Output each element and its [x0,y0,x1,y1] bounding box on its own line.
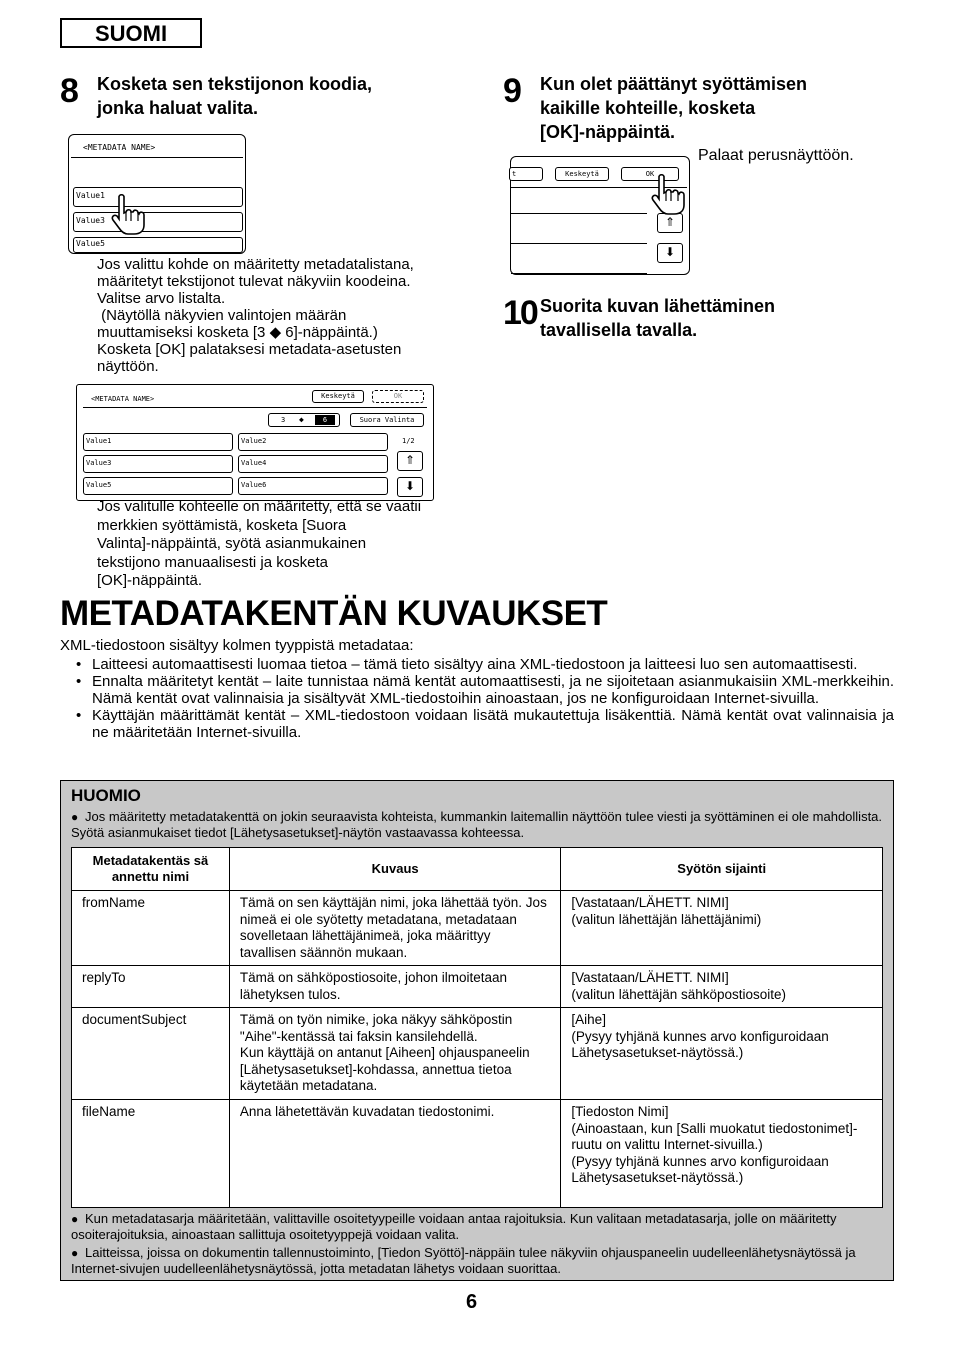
step-9-title-line: kaikille kohteille, kosketa [540,98,756,118]
step-9-title [540,72,807,144]
note-paragraph [71,809,886,841]
value-button[interactable]: Value1 [83,433,233,451]
scroll-up-button[interactable] [397,451,423,471]
text-line: tekstijono manuaalisesti ja kosketa [97,553,328,571]
table-cell: fileName [72,1100,230,1208]
table-cell: [Tiedoston Nimi] (Ainoastaan, kun [Salli muokatut tiedostonimet]-ruutu on valittu Internet-sivuilla.) (Pysyy tyhjänä kunnes arvo konfiguroidaan Lähetysasetukset-näytössä.) [561,1100,883,1208]
note-text: Kun metadatasarja määritetään, valittaville osoitetyypeille voidaan antaa rajoituksia. Kun valitaan metadatasarja, jolle on määritetty osoiterajoituksia, ainoastaan sallittuja osoitetyyppejä voidaan valita. [71,1211,837,1242]
value-button[interactable]: Value3 [83,455,233,473]
step-10-title [540,294,775,342]
ok-button[interactable]: OK [621,167,679,181]
language-label: SUOMI [60,18,202,48]
text-line: (Näytöllä näkyvien valintojen määrän [97,307,347,324]
step-10-title-line: tavallisella tavalla. [540,320,698,340]
step-9-title-line: Kun olet päättänyt syöttämisen [540,74,808,94]
arrow-up-icon: ⇑ [664,215,676,229]
section-intro: XML-tiedostoon sisältyy kolmen tyyppistä metadataa: [60,637,414,654]
column-header: Syötön sijainti [561,848,883,891]
table-cell: Tämä on sähköpostiosoite, johon ilmoitetaan lähetyksen tulos. [229,966,561,1008]
text-line: Valitse arvo listalta. [97,290,226,307]
table-header-row [72,848,883,891]
arrow-down-icon: ⬇ [404,479,416,493]
arrow-up-icon: ⇑ [404,453,416,467]
bullet-dot-icon: ● [71,810,79,824]
text-line: Jos valittu kohde on määritetty metadatalistana, [97,256,414,273]
page-indicator: 1/2 [402,437,415,445]
pointing-hand-icon [647,173,689,215]
note-text: Jos määritetty metadatakenttä on jokin seuraavista kohteista, kummankin laitemallin näyttöön tulee viesti ja syöttäminen ei ole mahdollista. Syötä asianmukaiset tiedot [Lähetysasetukset]-näytön vastaavassa kohteessa. [71,809,883,840]
table-cell: Tämä on työn nimike, joka näkyy sähköpostin "Aihe"-kentässä tai faksin kansilehdellä. Kun käyttäjä on antanut [Aiheen] ohjauspaneelin [Lähetysasetukset]-kohdassa, annettua tietoa käytetään metadatana. [229,1008,561,1100]
metadata-fields-table [71,847,883,1208]
step-8-description-2 [97,498,457,591]
scroll-up-button[interactable] [657,213,683,233]
metadata-name-header: <METADATA NAME> [91,395,155,403]
step-10-number: 10 [503,294,537,332]
value-button[interactable]: Value1 [73,187,243,207]
table-cell: fromName [72,891,230,966]
column-header: Metadatakentäs sä annettu nimi [72,848,230,891]
count-left: 3 [281,416,286,424]
table-cell: [Vastataan/LÄHETT. NIMI] (valitun lähettäjän sähköpostiosoite) [561,966,883,1008]
table-cell: [Vastataan/LÄHETT. NIMI] (valitun lähettäjän lähettäjänimi) [561,891,883,966]
section-title: METADATAKENTÄN KUVAUKSET [60,594,608,633]
value-button[interactable]: Value4 [238,455,388,473]
step-9-title-line: [OK]-näppäintä. [540,122,675,142]
value-button[interactable]: Value6 [238,477,388,495]
note-text: Laitteissa, joissa on dokumentin tallennustoiminto, [Tiedon Syöttö]-näppäin tulee näkyviin ohjauspaneelin uudelleenlähetysnäytössä ja Internet-sivujen uudelleenlähetysnäytössä, jotta metadatan lähetys voidaan suorittaa. [71,1245,856,1276]
ok-button[interactable]: OK [372,390,424,403]
step-10-title-line: Suorita kuvan lähettäminen [540,296,776,316]
scroll-down-button[interactable] [657,243,683,263]
direct-input-button[interactable]: Suora Valinta [350,413,424,427]
value-button[interactable]: Value2 [238,433,388,451]
value-button[interactable]: Value3 [73,212,243,232]
list-item: • Laitteesi automaattisesti luomaa tietoa – tämä tieto sisältyy aina XML-tiedostoon ja laitteesi luo sen automaattisesti. [60,656,894,673]
step-8-title [97,72,372,120]
value-button[interactable]: Value5 [83,477,233,495]
text-line: muuttamiseksi kosketa [3 ◆ 6]-näppäintä.) [97,324,378,341]
table-cell: documentSubject [72,1008,230,1100]
step-8-description-1 [97,256,457,375]
step-8-title-line: jonka haluat valita. [97,98,259,118]
arrow-down-icon: ⬇ [664,245,676,259]
text-line: näyttöön. [97,358,159,375]
text-line: määritetyt tekstijonot tulevat näkyviin koodeina. [97,273,411,290]
count-toggle-button[interactable] [268,413,340,427]
table-cell: replyTo [72,966,230,1008]
bullet-dot-icon: ● [71,1212,79,1226]
diamond-arrows-icon: ◆ [299,415,304,424]
text-line: [OK]-näppäintä. [97,572,203,589]
table-row [72,1008,883,1100]
metadata-list-screen [68,134,246,254]
metadata-name-header: <METADATA NAME> [83,143,156,152]
table-row [72,966,883,1008]
pointing-hand-icon [107,193,149,235]
text-line: Valinta]-näppäintä, syötä asianmukainen [97,535,367,552]
note-box [60,780,894,1281]
value-button[interactable]: Value5 [73,237,243,253]
list-item: • Käyttäjän määrittämät kentät – XML-tiedostoon voidaan lisätä mukautettuja lisäkenttiä. Nämä kentät ovat valinnaisia ja ne määritetään Internet-sivuilla. [60,707,894,741]
confirm-screen [510,156,690,275]
note-title: HUOMIO [71,786,141,805]
text-line: merkkien syöttämistä, kosketa [Suora [97,516,347,534]
cancel-button[interactable]: Keskeytä [312,390,364,403]
metadata-types-list [60,656,894,741]
cancel-button[interactable]: Keskeytä [555,167,609,181]
bullet-dot-icon: ● [71,1246,79,1260]
count-right: 6 [315,415,335,425]
step-8-number: 8 [60,72,79,110]
column-header: Kuvaus [229,848,561,891]
list-item: • Ennalta määritetyt kentät – laite tunnistaa nämä kentät automaattisesti, ja ne sijoitetaan asianmukaisiin XML-merkkeihin. Nämä kentät ovat valinnaisia ja sisältyvät XML-tiedostoihin ainoastaan, jos ne konfiguroidaan Internet-sivuilla. [60,673,894,707]
partial-button[interactable]: t [509,167,543,181]
step-9-note: Palaat perusnäyttöön. [698,147,854,164]
metadata-grid-screen [76,384,434,501]
table-row [72,1100,883,1208]
page-number: 6 [466,1291,478,1313]
text-line: Jos valitulle kohteelle on määritetty, että se vaatii [97,498,422,515]
scroll-down-button[interactable] [397,477,423,497]
step-9-number: 9 [503,72,522,110]
note-paragraph [71,1245,886,1277]
text-line: Kosketa [OK] palataksesi metadata-asetusten [97,341,402,358]
step-8-title-line: Kosketa sen tekstijonon koodia, [97,74,373,94]
note-paragraph [71,1211,886,1243]
table-cell: Anna lähetettävän kuvadatan tiedostonimi. [229,1100,561,1208]
table-cell: [Aihe] (Pysyy tyhjänä kunnes arvo konfiguroidaan Lähetysasetukset-näytössä.) [561,1008,883,1100]
table-cell: Tämä on sen käyttäjän nimi, joka lähettää työn. Jos nimeä ei ole syötetty metadatana, metadataan sovelletaan lähettäjänimeä, joka määrittyy tavallisen säännön mukaan. [229,891,561,966]
table-row [72,891,883,966]
